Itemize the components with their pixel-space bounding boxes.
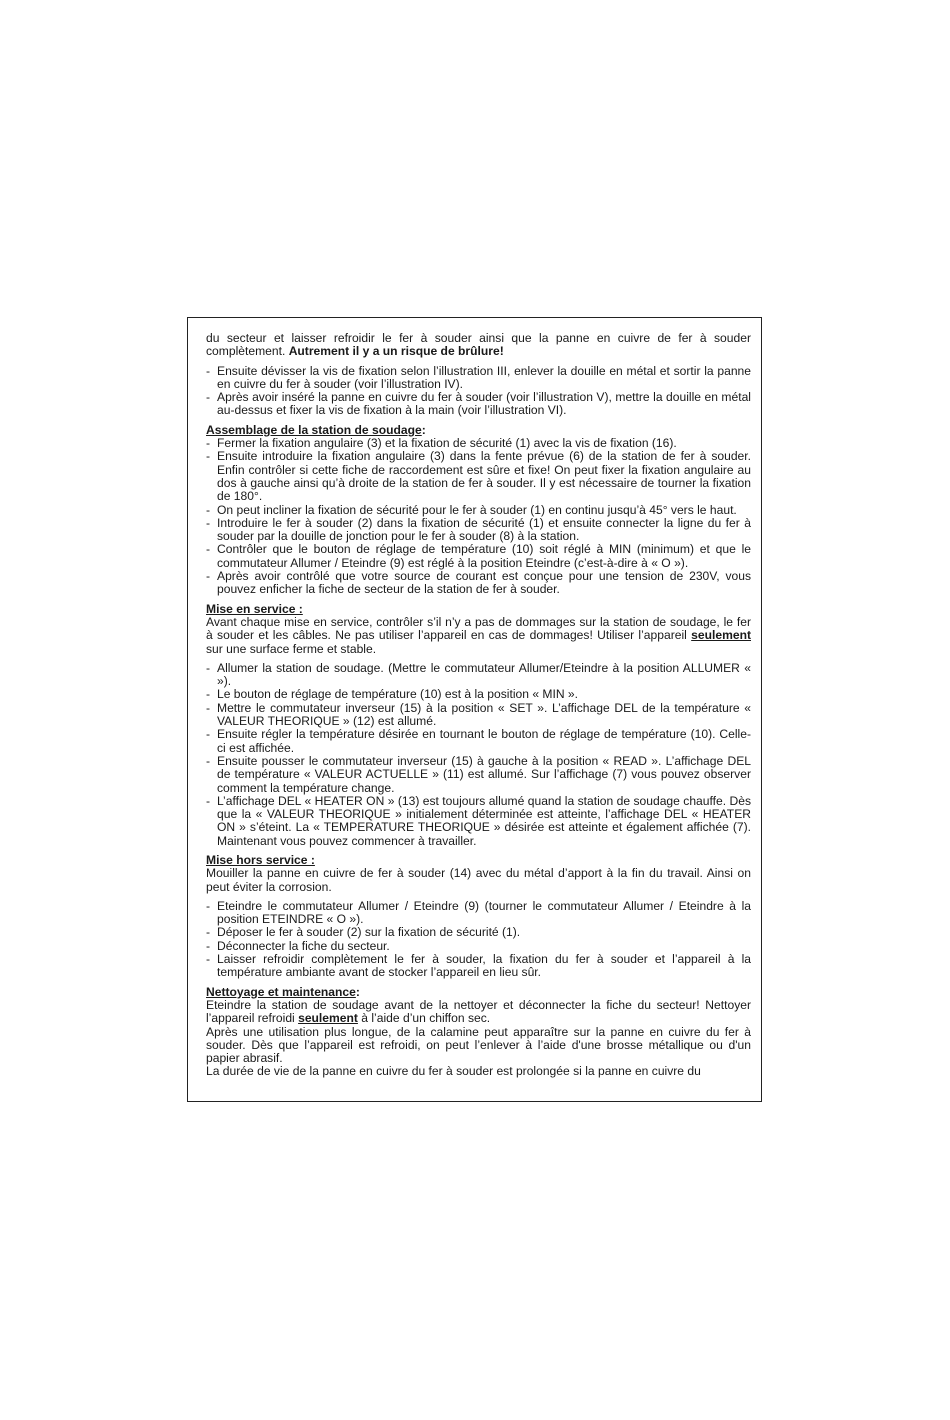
list-item: - Déposer le fer à souder (2) sur la fixation de sécurité (1). xyxy=(206,926,751,939)
maintenance-paragraph-1: Eteindre la station de soudage avant de la nettoyer et déconnecter la fiche du secteur! Nettoyer l’appareil refroidi seulement à l’aide d’un chiffon sec. xyxy=(206,997,751,1026)
maintenance-heading: Nettoyage et maintenance: xyxy=(206,984,360,999)
shutdown-steps-list xyxy=(206,900,751,980)
list-item: - Après avoir contrôlé que votre source de courant est conçue pour une tension de 230V, vous pouvez enficher la fiche de secteur de la station de fer à souder. xyxy=(206,570,751,597)
intro-text: du secteur et laisser refroidir le fer à souder ainsi que la panne en cuivre de fer à souder complètement. xyxy=(206,331,751,359)
emphasis-seulement: seulement xyxy=(298,1011,358,1026)
list-item: - Contrôler que le bouton de réglage de température (10) soit réglé à MIN (minimum) et que le commutateur Allumer / Eteindre (9) est réglé à la position Eteindre (c’est-à-dire à « O »). xyxy=(206,543,751,570)
list-item: - Eteindre le commutateur Allumer / Eteindre (9) (tourner le commutateur Allumer / Eteindre à la position ETEINDRE « O »). xyxy=(206,900,751,927)
startup-steps-list xyxy=(206,662,751,848)
list-item: - On peut incliner la fixation de sécurité pour le fer à souder (1) en continu jusqu’à 45° vers le haut. xyxy=(206,504,751,517)
list-item: - Mettre le commutateur inverseur (15) à la position « SET ». L’affichage DEL de la température « VALEUR THEORIQUE » (12) est allumé. xyxy=(206,702,751,729)
list-item: - Introduire le fer à souder (2) dans la fixation de sécurité (1) et ensuite connecter la ligne du fer à souder par la douille de jonction pour le fer à souder (8) à la station. xyxy=(206,517,751,544)
page-frame xyxy=(187,317,762,1102)
manual-text-body xyxy=(206,332,751,1079)
list-item: - Allumer la station de soudage. (Mettre le commutateur Allumer/Eteindre à la position ALLUMER « »). xyxy=(206,662,751,689)
list-item: - Déconnecter la fiche du secteur. xyxy=(206,940,751,953)
burn-warning: Autrement il y a un risque de brûlure! xyxy=(288,344,504,359)
intro-paragraph xyxy=(206,332,751,359)
list-item: - L’affichage DEL « HEATER ON » (13) est toujours allumé quand la station de soudage chauffe. Dès que la « VALEUR THEORIQUE » initialement déterminée est atteinte, l’affichage DEL « HEATER ON » s’éteint. La « TEMPERATURE THEORIQUE » désirée est atteinte et également affichée (7). Maintenant vous pouvez commencer à travailler. xyxy=(206,795,751,848)
maintenance-paragraph-3: La durée de vie de la panne en cuivre du fer à souder est prolongée si la panne en cuivre du xyxy=(206,1064,701,1079)
maintenance-paragraph-2: Après une utilisation plus longue, de la calamine peut apparaître sur la panne en cuivre du fer à souder. Dès que l’appareil est refroidi, on peut l’enlever à l’aide d'une brosse métallique ou d'un papier abrasif. xyxy=(206,1024,751,1066)
startup-heading: Mise en service : xyxy=(206,601,303,616)
list-item: - Laisser refroidir complètement le fer à souder, la fixation du fer à souder et l’appareil à la température ambiante avant de stocker l’appareil en lieu sûr. xyxy=(206,953,751,980)
list-item: - Le bouton de réglage de température (10) est à la position « MIN ». xyxy=(206,688,751,701)
list-item: - Ensuite dévisser la vis de fixation selon l’illustration III, enlever la douille en métal et sortir la panne en cuivre du fer à souder (voir l’illustration IV). xyxy=(206,365,751,392)
list-item: - Ensuite régler la température désirée en tournant le bouton de réglage de température (10). Celle-ci est affichée. xyxy=(206,728,751,755)
list-item: - Fermer la fixation angulaire (3) et la fixation de sécurité (1) avec la vis de fixation (16). xyxy=(206,437,751,450)
shutdown-heading: Mise hors service : xyxy=(206,852,315,867)
list-item: - Ensuite pousser le commutateur inverseur (15) à gauche à la position « READ ». L’affichage DEL de température « VALEUR ACTUELLE » (11) est allumé. Sur l’affichage (7) vous pouvez observer comment la température change. xyxy=(206,755,751,795)
list-item: - Ensuite introduire la fixation angulaire (3) dans la fente prévue (6) de la station de fer à souder. Enfin contrôler si cette fiche de raccordement est sûre et fixe! On peut fixer la fixation angulaire au dos à gauche ainsi qu’à droite de la station de fer à souder. Il y est nécessaire de tourner la fixation de 180°. xyxy=(206,450,751,503)
list-item: - Après avoir inséré la panne en cuivre du fer à souder (voir l’illustration V), mettre la douille en métal au-dessus et fixer la vis de fixation à la main (voir l’illustration VI). xyxy=(206,391,751,418)
shutdown-paragraph: Mouiller la panne en cuivre de fer à souder (14) avec du métal d’apport à la fin du travail. Ainsi on peut éviter la corrosion. xyxy=(206,866,751,894)
startup-paragraph: Avant chaque mise en service, contrôler s’il n’y a pas de dommages sur la station de soudage, le fer à souder et les câbles. Ne pas utiliser l’appareil en cas de dommages! Utiliser l’appareil seulement sur une surface ferme et stable. xyxy=(206,614,751,656)
assembly-heading: Assemblage de la station de soudage: xyxy=(206,422,426,437)
emphasis-seulement: seulement xyxy=(691,628,751,643)
intro-steps-list xyxy=(206,365,751,418)
assembly-steps-list xyxy=(206,437,751,597)
